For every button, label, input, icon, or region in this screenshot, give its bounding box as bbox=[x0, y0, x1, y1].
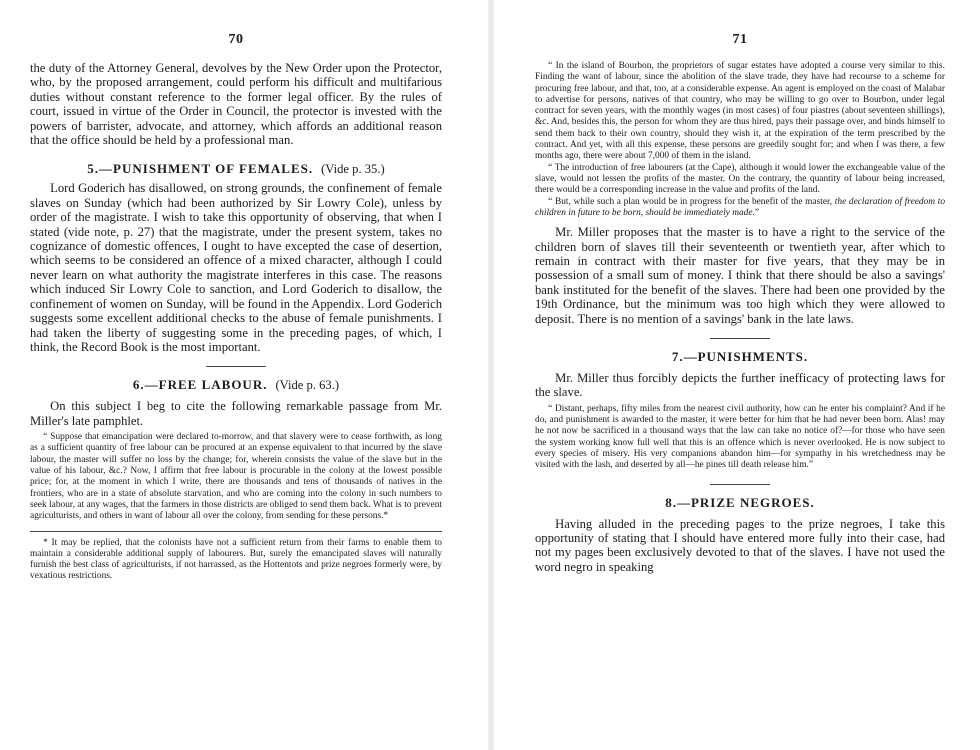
section-7-quote-block bbox=[535, 404, 945, 472]
section-5-title: 5.—PUNISHMENT OF FEMALES. bbox=[87, 161, 314, 177]
quote-declaration-end: ” bbox=[754, 207, 760, 218]
book-gutter bbox=[488, 0, 494, 750]
miller-body bbox=[535, 225, 945, 326]
quote-cape-labourers: “ The introduction of free labourers (at the Cape), although it would lower the exchangeable value of the slave, would not lessen the profits of the master. On the contrary, the quantity of labour being increased, there would be a corresponding increase in the value and profits of the land. bbox=[535, 162, 945, 196]
left-page bbox=[30, 0, 442, 750]
section-6-body bbox=[30, 399, 442, 428]
section-6-title: 6.—FREE LABOUR. bbox=[132, 377, 268, 393]
section-6-reference: (Vide p. 63.) bbox=[275, 378, 340, 393]
page-number-right: 71 bbox=[732, 32, 748, 47]
quote-declaration-lead: “ But, while such a plan would be in progress for the benefit of the master, bbox=[548, 196, 833, 207]
footnote: * It may be replied, that the colonists have not a sufficient return from their farms to enable them to maintain a considerable additional supply of labourers. But, surely the emancipated slaves will naturally furnish the best class of agriculturists, if not harrassed, as the Hottentots and prize negroes formerly were, by vexatious restrictions. bbox=[30, 537, 442, 582]
section-6-intro: On this subject I beg to cite the following remarkable passage from Mr. Miller's late pamphlet. bbox=[30, 399, 442, 428]
left-body bbox=[30, 61, 442, 147]
section-5-reference: (Vide p. 35.) bbox=[321, 162, 385, 177]
section-6-quote-block bbox=[30, 432, 442, 522]
right-page bbox=[535, 0, 945, 750]
section-6-heading bbox=[30, 377, 442, 393]
quote-declaration bbox=[535, 197, 945, 220]
bourbon-quote-block bbox=[535, 61, 945, 219]
section-7-body bbox=[535, 371, 945, 400]
quote-bourbon: “ In the island of Bourbon, the proprietors of sugar estates have adopted a course very similar to this. Finding the want of labour, since the abolition of the slave trade, they have had recourse to a scheme for procuring free labour, and that, too, at a considerable expense. An agent is employed on the coast of Malabar to advertise for persons, natives of that country, who may be willing to go over to Bourbon, under legal contract for seven years, with the monthly wages (in most cases) of four piastres (about seventeen shillings), &c. And, besides this, the person for whom they are thus hired, pays their passage over, and binds himself to send them back to their own country, should they wish it, at the expiration of the term prescribed by the contract. And yet, with all this expense, these persons are greedily sought for; and when I was there, a few months ago, there were about 7,000 of them in the island. bbox=[535, 61, 945, 162]
section-8-heading: 8.—PRIZE NEGROES. bbox=[665, 494, 815, 510]
section-5-heading bbox=[30, 161, 442, 177]
section-7-quote: “ Distant, perhaps, fifty miles from the nearest civil authority, how can he enter his complaint? And if he do, and punishment is awarded to the master, it were better for him that he had never been born. Alas! may he not now be sacrificed in a thousand ways that the law can take no notice of?—for those who have seen the system working know full well that this is an offence which is never overlooked. He is now subject to every species of misery. His very companions abandon him—for sympathy in his wretchedness may be visited with the lash, and deserted by all—he pines till death release him.” bbox=[535, 403, 945, 471]
miller-paragraph: Mr. Miller proposes that the master is to have a right to the service of the children born of slaves till their seventeenth or twentieth year, after which to remain in contract with their master for five years, that they may be in possession of a small sum of money. I think that there should be also a savings' bank instituted for the benefit of the slaves. There had been one provided by the 19th Ordinance, but the minimum was too high which they were allowed to deposit. There is no mention of a savings' bank in the late laws. bbox=[535, 225, 945, 326]
section-6-quote: “ Suppose that emancipation were declared to-morrow, and that slavery were to cease forthwith, as long as a sufficient quantity of free labour can be procured at an expense equivalent to that incurred by the slave labour, the master will suffer no loss by the change; for, wherein consists the value of the slave but in the value of his labour, &c.? Now, I affirm that free labour is procurable in the colony at the lowest possible price; for, at the moment in which I write, there are thousands and tens of thousands of natives in the frontiers, who are in a state of absolute starvation, and who are coming into the colony in such numbers to seek labour, at any wages, that the farmers in those districts are obliged to send them back. What is to prevent agriculturists, and others in want of labour all over the colony, from sending for these persons.* bbox=[30, 432, 442, 522]
quote-declaration-italic: the declaration of freedom to children in future to be born, should be immediately made. bbox=[535, 196, 945, 218]
section-8-paragraph: Having alluded in the preceding pages to the prize negroes, I take this opportunity of stating that I should have entered more fully into their case, had not my pages been exclusively devoted to that of the slaves. I have not used the word negro in speaking bbox=[535, 516, 945, 574]
section-5-body bbox=[30, 181, 442, 354]
section-8-body bbox=[535, 517, 945, 575]
page-number-left: 70 bbox=[228, 32, 244, 47]
continued-paragraph: the duty of the Attorney General, devolves by the New Order upon the Protector, who, by the proposed arrangement, could perform his difficult and multifarious duties without constant reference to the former legal officer. By the rules of court, issued in virtue of the Order in Council, the protector is invested with the powers of barrister, advocate, and attorney, which affords an additional reason that the office should be held by a professional man. bbox=[30, 61, 442, 148]
footnote-block bbox=[30, 538, 442, 583]
section-5-paragraph: Lord Goderich has disallowed, on strong grounds, the confinement of female slaves on Sunday (which had been authorized by Sir Lowry Cole), unless by order of the magistrate. I wish to take this opportunity of observing, that when I stated (vide note, p. 27) that the magistrate, under the present system, takes no cognizance of domestic offences, I ought to have excepted the case of desertion, which seems to be considered an offence of a mixed character, although I could never learn on what authority the magistrate interferes in this case. The reasons which induced Sir Lowry Cole to sanction, and Lord Goderich to disallow, the confinement of women on Sunday, will be found in the Appendix. Lord Goderich suggests some excellent additional checks to the abuse of female punishments. I had taken the liberty of suggesting some in the preceding pages, of which, I think, the Record Book is the most important. bbox=[30, 181, 442, 354]
section-7-heading: 7.—PUNISHMENTS. bbox=[671, 349, 809, 364]
section-7-intro: Mr. Miller thus forcibly depicts the further inefficacy of protecting laws for the slave. bbox=[535, 371, 945, 400]
